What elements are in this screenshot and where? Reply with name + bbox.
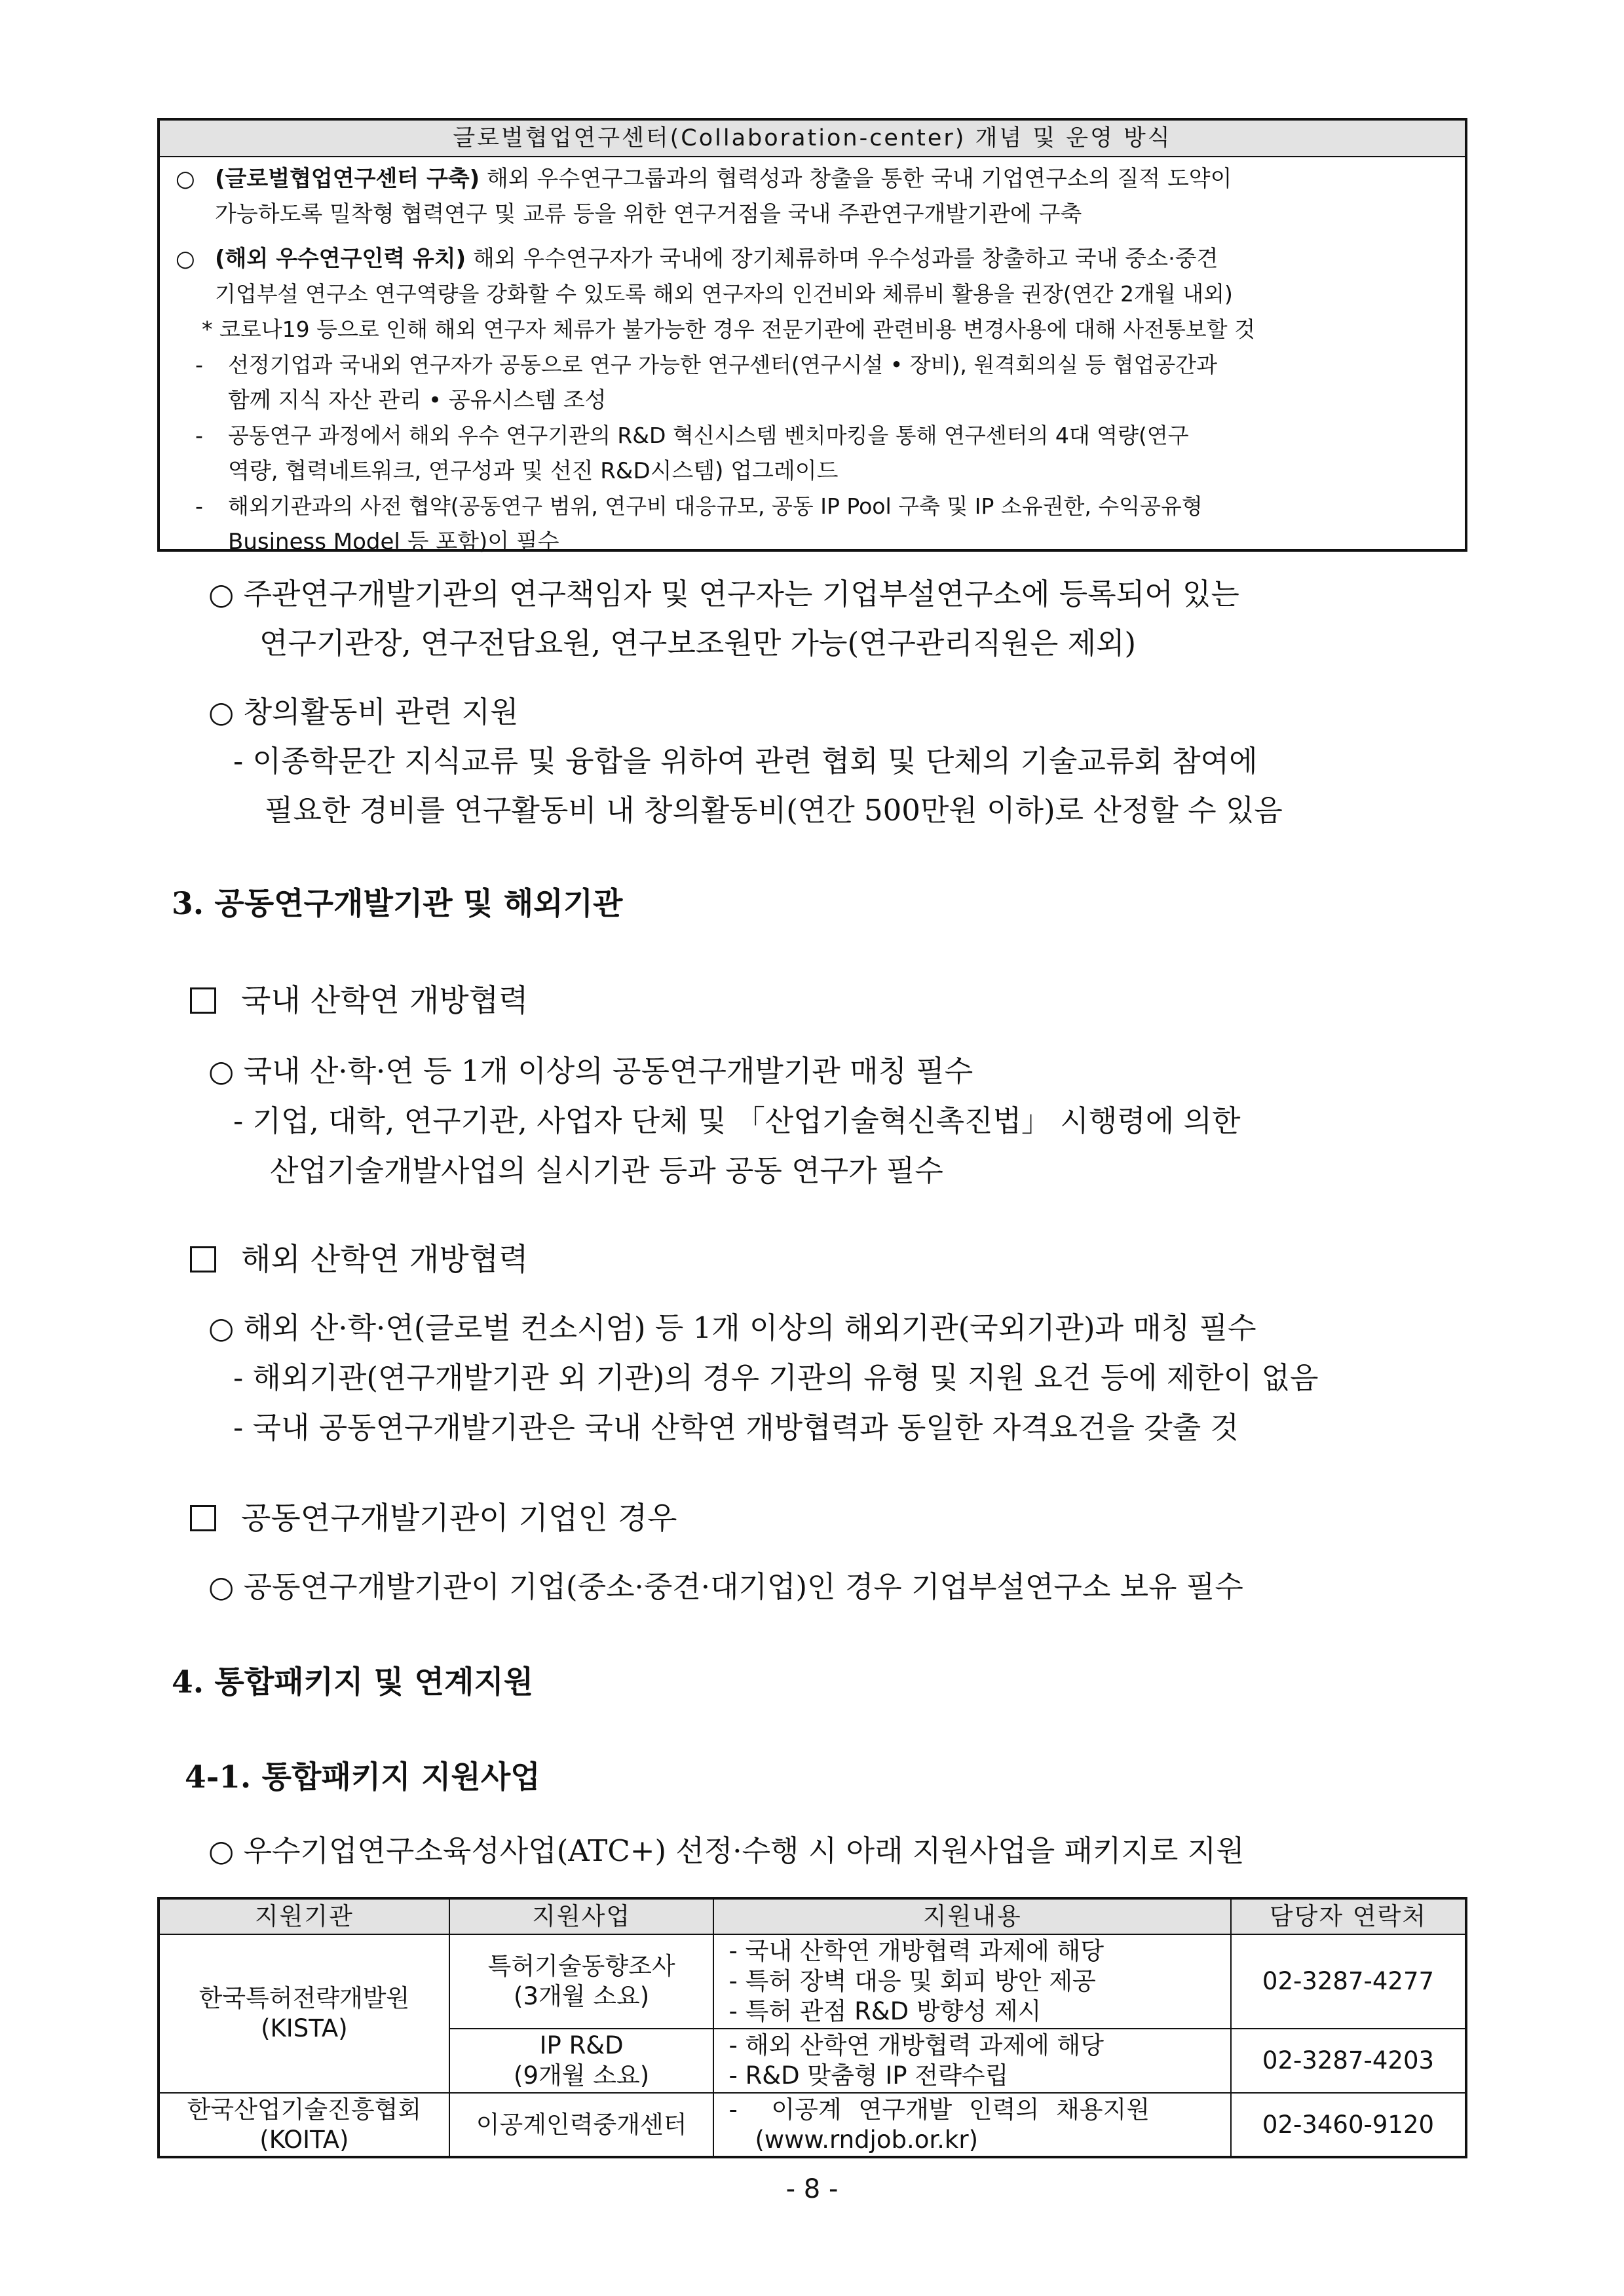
box-dash-1-cont: 함께 지식 자산 관리 • 공유시스템 조성 xyxy=(228,387,607,413)
bullet-marker: ○ xyxy=(176,166,195,192)
checkbox-square-icon xyxy=(190,1505,216,1531)
section-3-title: 3. 공동연구개발기관 및 해외기관 xyxy=(172,886,623,922)
box-dash-3-cont: Business Model 등 포함)이 필수 xyxy=(228,529,559,555)
package-support-table xyxy=(157,1897,1467,2158)
box-item-2 xyxy=(176,241,1449,277)
box-dash-1 xyxy=(176,347,1449,383)
box-item-1-cont: 가능하도록 밀착형 협력연구 및 교류 등을 위한 연구거점을 국내 주관연구개발기관에 구축 xyxy=(215,201,1082,227)
content-talent-center-line1: - 이공계 연구개발 인력의 채용지원 xyxy=(728,2095,1150,2124)
box-item-1 xyxy=(176,161,1449,197)
contact-ip-rnd: 02-3287-4203 xyxy=(1231,2029,1466,2093)
content-talent-center xyxy=(713,2093,1231,2157)
box-dash-1-text: 선정기업과 국내외 연구자가 공동으로 연구 가능한 연구센터(연구시설 • 장비), 원격회의실 등 협업공간과 xyxy=(228,352,1217,377)
bullet-marker: ○ xyxy=(176,246,195,272)
dash-marker: - xyxy=(195,423,203,448)
overseas-detail-1: - 해외기관(연구개발기관 외 기관)의 경우 기관의 유형 및 지원 요건 등에 제한이 없음 xyxy=(233,1360,1319,1395)
box-dash-2-cont: 역량, 협력네트워크, 연구성과 및 선진 R&D시스템) 업그레이드 xyxy=(228,458,839,484)
concept-box-title: 글로벌협업연구센터(Collaboration-center) 개념 및 운영 방식 xyxy=(160,121,1465,157)
box-item-1-text: 해외 우수연구그룹과의 협력성과 창출을 통한 국내 기업연구소의 질적 도약이 xyxy=(480,166,1232,192)
domestic-requirement: ○ 국내 산·학·연 등 1개 이상의 공동연구개발기관 매칭 필수 xyxy=(208,1054,973,1088)
content-ip-rnd: - 해외 산학연 개방협력 과제에 해당 - R&D 맞춤형 IP 전략수립 xyxy=(713,2029,1231,2093)
box-item-2-heading: (해외 우수연구인력 유치) xyxy=(215,246,466,272)
box-dash-2 xyxy=(176,418,1449,453)
subsection-domestic xyxy=(190,976,529,1020)
domestic-requirement-detail: - 기업, 대학, 연구기관, 사업자 단체 및 「산업기술혁신촉진법」 시행령에 의한 xyxy=(233,1103,1241,1138)
package-support-text: ○ 우수기업연구소육성사업(ATC+) 선정·수행 시 아래 지원사업을 패키지로 지원 xyxy=(208,1833,1245,1868)
table-header-row xyxy=(159,1898,1466,1934)
section-4-1-title: 4-1. 통합패키지 지원사업 xyxy=(185,1759,540,1795)
contact-talent-center: 02-3460-9120 xyxy=(1231,2093,1466,2157)
subsection-overseas xyxy=(190,1235,529,1279)
dash-marker: - xyxy=(195,493,203,519)
program-ip-rnd: IP R&D (9개월 소요) xyxy=(449,2029,714,2093)
program-patent-trend: 특허기술동향조사 (3개월 소요) xyxy=(449,1934,714,2029)
overseas-requirement: ○ 해외 산·학·연(글로벌 컨소시엄) 등 1개 이상의 해외기관(국외기관)과 매칭 필수 xyxy=(208,1311,1256,1345)
org-koita: 한국산업기술진흥협회 (KOITA) xyxy=(159,2093,449,2157)
paragraph-researcher: ○ 주관연구개발기관의 연구책임자 및 연구자는 기업부설연구소에 등록되어 있는 xyxy=(208,577,1239,611)
creative-support-detail: - 이종학문간 지식교류 및 융합을 위하여 관련 협회 및 단체의 기술교류회 참여에 xyxy=(233,744,1258,778)
subsection-domestic-label: 국내 산학연 개방협력 xyxy=(241,983,529,1019)
paragraph-creative-support: ○ 창의활동비 관련 지원 xyxy=(208,695,519,729)
table-row xyxy=(159,1934,1466,2029)
concept-box xyxy=(157,118,1467,555)
program-talent-center: 이공계인력중개센터 xyxy=(449,2093,714,2157)
rndjob-link[interactable]: (www.rndjob.or.kr) xyxy=(755,2125,979,2154)
contact-patent-trend: 02-3287-4277 xyxy=(1231,1934,1466,2029)
paragraph-researcher-cont: 연구기관장, 연구전담요원, 연구보조원만 가능(연구관리직원은 제외) xyxy=(259,626,1137,660)
section-4-title: 4. 통합패키지 및 연계지원 xyxy=(172,1664,534,1700)
box-item-2-cont: 기업부설 연구소 연구역량을 강화할 수 있도록 해외 연구자의 인건비와 체류비 활용을 권장(연간 2개월 내외) xyxy=(215,281,1233,307)
checkbox-square-icon xyxy=(190,987,216,1014)
company-requirement: ○ 공동연구개발기관이 기업(중소·중견·대기업)인 경우 기업부설연구소 보유 필수 xyxy=(208,1569,1243,1604)
box-item-1-heading: (글로벌협업연구센터 구축) xyxy=(215,166,480,192)
box-dash-3-text: 해외기관과의 사전 협약(공동연구 범위, 연구비 대응규모, 공동 IP Pool 구축 및 IP 소유권한, 수익공유형 xyxy=(228,493,1203,519)
subsection-overseas-label: 해외 산학연 개방협력 xyxy=(241,1242,529,1278)
page-number: - 8 - xyxy=(785,2174,839,2204)
overseas-detail-2: - 국내 공동연구개발기관은 국내 산학연 개방협력과 동일한 자격요건을 갖출 것 xyxy=(233,1410,1239,1445)
box-note: * 코로나19 등으로 인해 해외 연구자 체류가 불가능한 경우 전문기관에 관련비용 변경사용에 대해 사전통보할 것 xyxy=(202,316,1255,342)
col-header-content: 지원내용 xyxy=(713,1898,1231,1934)
box-item-2-text: 해외 우수연구자가 국내에 장기체류하며 우수성과를 창출하고 국내 중소·중견 xyxy=(466,246,1218,272)
box-dash-3 xyxy=(176,489,1449,524)
col-header-organization: 지원기관 xyxy=(159,1898,449,1934)
org-kista: 한국특허전략개발원 (KISTA) xyxy=(159,1934,449,2093)
subsection-company-label: 공동연구개발기관이 기업인 경우 xyxy=(241,1501,677,1537)
dash-marker: - xyxy=(195,352,203,377)
creative-support-detail-cont: 필요한 경비를 연구활동비 내 창의활동비(연간 500만원 이하)로 산정할 수 있음 xyxy=(265,793,1283,828)
box-dash-2-text: 공동연구 과정에서 해외 우수 연구기관의 R&D 혁신시스템 벤치마킹을 통해 연구센터의 4대 역량(연구 xyxy=(228,423,1189,448)
concept-box-body xyxy=(160,157,1465,560)
content-patent-trend: - 국내 산학연 개방협력 과제에 해당 - 특허 장벽 대응 및 회피 방안 제공 - 특허 관점 R&D 방향성 제시 xyxy=(713,1934,1231,2029)
subsection-company xyxy=(190,1494,677,1538)
checkbox-square-icon xyxy=(190,1246,216,1272)
table-row xyxy=(159,2093,1466,2157)
domestic-requirement-detail-cont: 산업기술개발사업의 실시기관 등과 공동 연구가 필수 xyxy=(270,1153,943,1188)
col-header-program: 지원사업 xyxy=(449,1898,714,1934)
col-header-contact: 담당자 연락처 xyxy=(1231,1898,1466,1934)
